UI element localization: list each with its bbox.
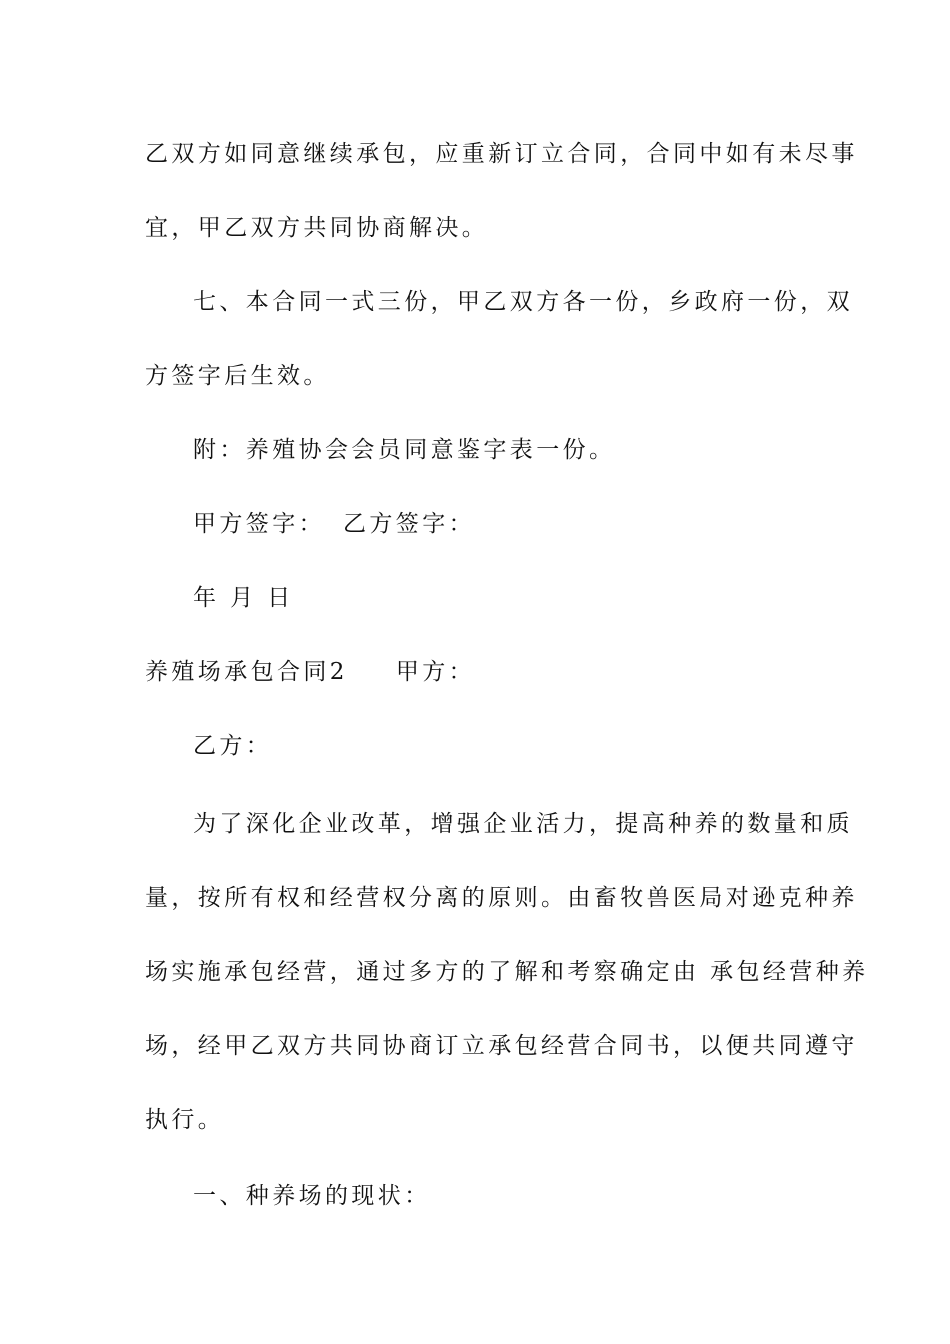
signature-line [193, 508, 475, 540]
clause-seven-line: 七、本合同一式三份，甲乙双方各一份，乡政府一份，双 [193, 289, 853, 315]
party-a-signature-label: 甲方签字： [193, 511, 325, 537]
attachment-note: 附：养殖协会会员同意鉴字表一份。 [193, 437, 616, 463]
contract-two-heading [145, 656, 475, 688]
paragraph-line: 场，经甲乙双方共同协商订立承包经营合同书，以便共同遵守 [145, 1033, 858, 1059]
paragraph-line: 为了深化企业改革，增强企业活力，提高种养的数量和质 [193, 811, 853, 837]
paragraph-line: 场实施承包经营，通过多方的了解和考察确定由 承包经营种养 [145, 959, 869, 985]
party-b-label: 乙方： [193, 733, 273, 759]
paragraph-line: 量，按所有权和经营权分离的原则。由畜牧兽医局对逊克种养 [145, 885, 858, 911]
paragraph-line: 方签字后生效。 [145, 363, 330, 389]
section-heading: 一、种养场的现状： [193, 1183, 431, 1209]
contract-title: 养殖场承包合同2 [145, 659, 348, 685]
paragraph-line: 宜，甲乙双方共同协商解决。 [145, 215, 489, 241]
party-b-signature-label: 乙方签字： [343, 511, 475, 537]
party-a-label: 甲方： [395, 659, 476, 685]
date-line: 年 月 日 [193, 585, 294, 611]
paragraph-line: 乙双方如同意继续承包，应重新订立合同，合同中如有未尽事 [145, 141, 858, 167]
paragraph-line: 执行。 [145, 1107, 225, 1133]
